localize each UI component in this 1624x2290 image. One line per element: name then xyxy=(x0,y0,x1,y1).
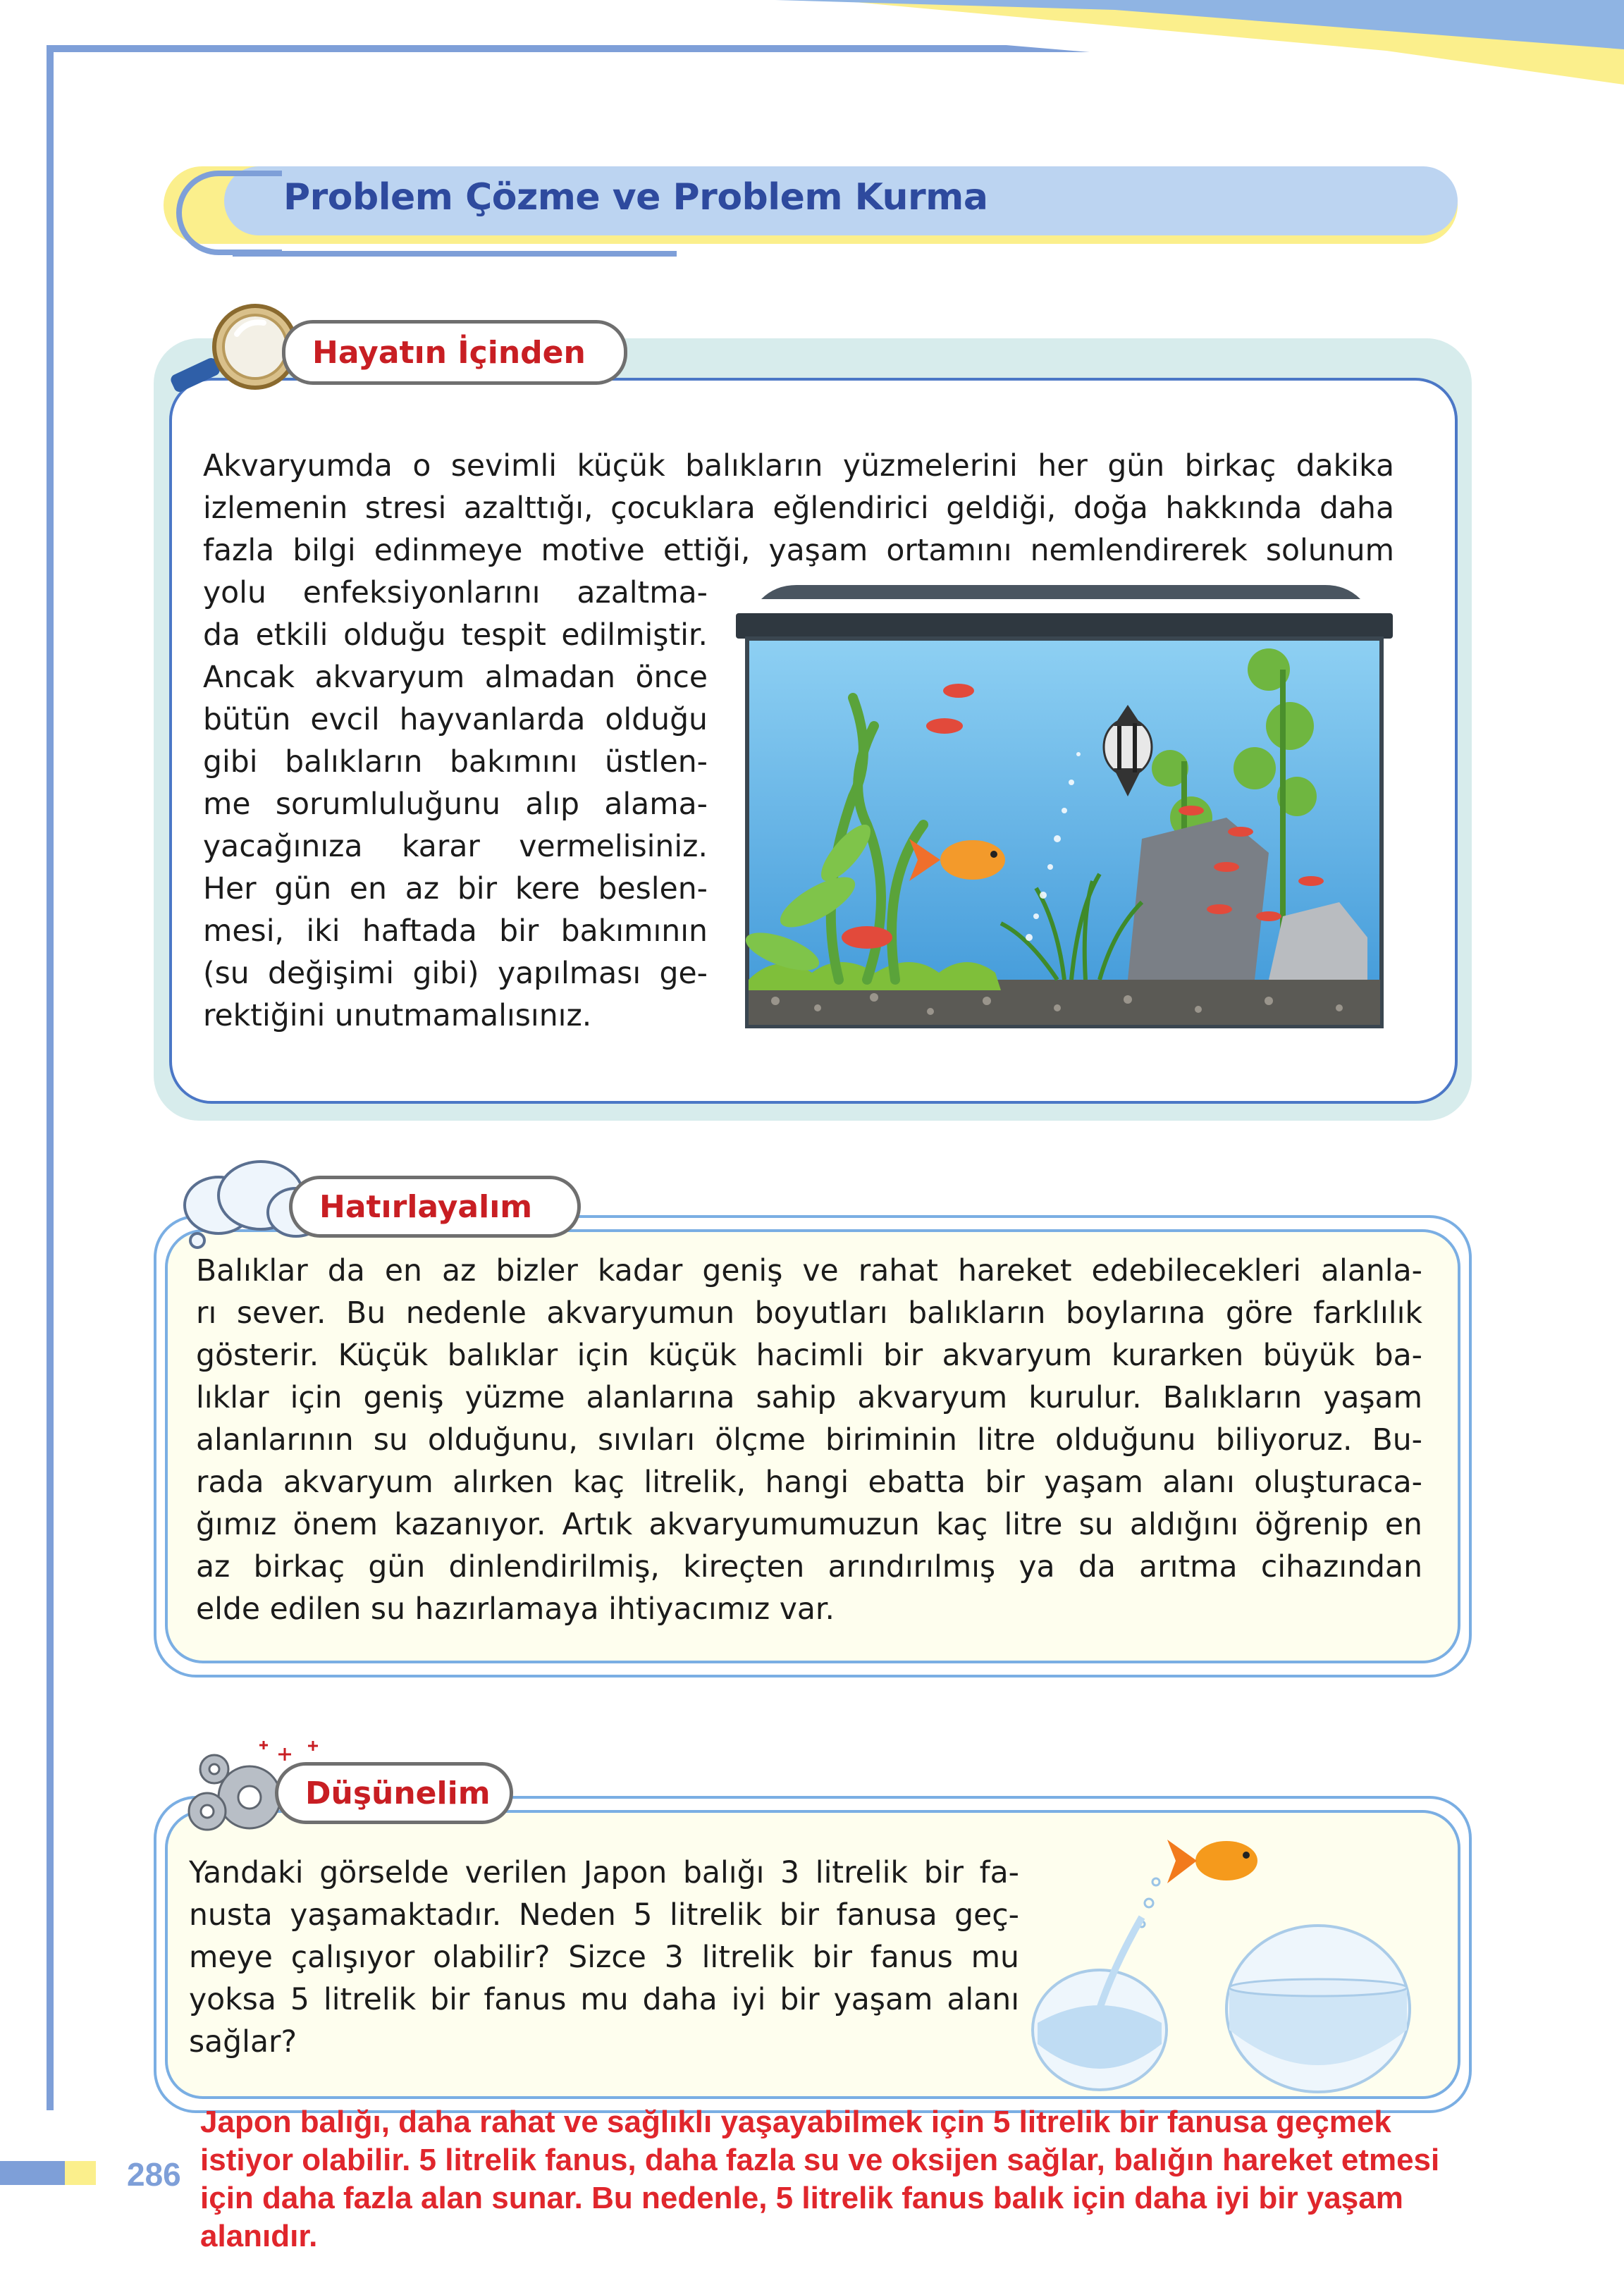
section-life-paragraph-side xyxy=(203,572,708,1038)
section-life-paragraph-top xyxy=(203,445,1394,572)
text-line: fazla bilgi edinmeye motive ettiği, yaşam ortamını nemlendirerek solunum xyxy=(203,534,1394,568)
page-number-bar-accent xyxy=(65,2161,96,2185)
text-line: yolu enfeksiyonlarını azaltma- xyxy=(203,576,708,610)
text-line: sağlar? xyxy=(189,2025,297,2060)
page-title: Problem Çözme ve Problem Kurma xyxy=(283,176,988,218)
text-line: rektiğini unutmamalısınız. xyxy=(203,999,592,1033)
answer-line: Japon balığı, daha rahat ve sağlıklı yaşayabilmek için 5 litrelik bir fanusa geçmek xyxy=(200,2105,1391,2139)
page-number: 286 xyxy=(127,2156,181,2193)
text-line: izlemenin stresi azalttığı, çocuklara eğlendirici geldiği, doğa hakkında daha xyxy=(203,491,1394,526)
text-line: Her gün en az bir kere beslen- xyxy=(203,872,708,906)
text-line: meye çalışıyor olabilir? Sizce 3 litrelik bir fanus mu xyxy=(189,1940,1019,1975)
text-line: ğımız önem kazanıyor. Artık akvaryumumuzun kaç litre su aldığını öğrenip en xyxy=(196,1508,1422,1542)
section-remember-paragraph xyxy=(196,1250,1422,1631)
text-line: da etkili olduğu tespit edilmiştir. xyxy=(203,618,708,653)
section-think-paragraph xyxy=(189,1852,1019,2064)
page-frame-left xyxy=(47,45,54,2110)
text-line: me sorumluluğunu alıp alama- xyxy=(203,787,708,822)
section-remember-label: Hatırlayalım xyxy=(289,1176,581,1238)
page-number-bar xyxy=(0,2161,65,2185)
text-line: gösterir. Küçük balıklar için küçük hacimli bir akvaryum kurarken büyük ba- xyxy=(196,1338,1422,1373)
fishbowl-illustration xyxy=(1022,1818,1445,2093)
text-line: nusta yaşamaktadır. Neden 5 litrelik bir fanusa geç- xyxy=(189,1898,1019,1933)
text-line: az birkaç gün dinlendirilmiş, kireçten arındırılmış ya da arıtma cihazından xyxy=(196,1550,1422,1584)
text-line: rada akvaryum alırken kaç litrelik, hangi ebatta bir yaşam alanı oluşturaca- xyxy=(196,1465,1422,1500)
title-banner-cap xyxy=(176,171,282,255)
text-line: elde edilen su hazırlamaya ihtiyacımız var. xyxy=(196,1592,835,1627)
text-line: (su değişimi gibi) yapılması ge- xyxy=(203,956,708,991)
text-line: alanlarının su olduğunu, sıvıları ölçme biriminin litre olduğunu biliyoruz. Bu- xyxy=(196,1423,1422,1458)
text-line: Akvaryumda o sevimli küçük balıkların yüzmelerini her gün birkaç dakika xyxy=(203,449,1394,484)
text-line: rı sever. Bu nedenle akvaryumun boyutları balıkların boylarına göre farklılık xyxy=(196,1296,1422,1331)
text-line: lıklar için geniş yüzme alanlarına sahip akvaryum kurulur. Balıkların yaşam xyxy=(196,1381,1422,1415)
section-life-label: Hayatın İçinden xyxy=(282,320,627,385)
text-line: Yandaki görselde verilen Japon balığı 3 litrelik bir fa- xyxy=(189,1856,1019,1890)
section-think-label: Düşünelim xyxy=(275,1762,513,1824)
title-underline xyxy=(233,251,677,257)
text-line: bütün evcil hayvanlarda olduğu xyxy=(203,703,708,737)
page-frame-top xyxy=(47,45,1090,52)
text-line: yoksa 5 litrelik bir fanus mu daha iyi bir yaşam alanı xyxy=(189,1983,1019,2017)
text-line: mesi, iki haftada bir bakımının xyxy=(203,914,708,949)
text-line: Ancak akvaryum almadan önce xyxy=(203,660,708,695)
answer-line: alanıdır. xyxy=(200,2219,318,2253)
aquarium-illustration xyxy=(733,585,1396,1036)
text-line: gibi balıkların bakımını üstlen- xyxy=(203,745,708,780)
text-line: yacağınıza karar vermelisiniz. xyxy=(203,830,708,864)
answer-line: istiyor olabilir. 5 litrelik fanus, daha fazla su ve oksijen sağlar, balığın hareket etmesi xyxy=(200,2143,1440,2177)
answer-text xyxy=(200,2103,1603,2255)
answer-line: için daha fazla alan sunar. Bu nedenle, 5 litrelik fanus balık için daha iyi bir yaşam xyxy=(200,2181,1403,2215)
text-line: Balıklar da en az bizler kadar geniş ve rahat hareket edebilecekleri alanla- xyxy=(196,1254,1422,1288)
